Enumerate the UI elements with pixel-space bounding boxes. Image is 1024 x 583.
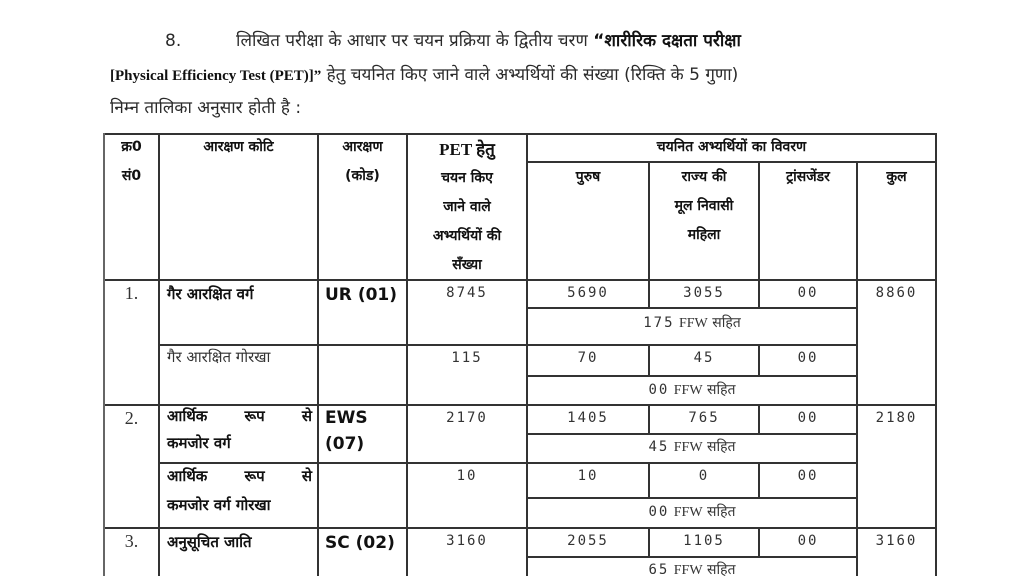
row-1a-category: गैर आरक्षित वर्ग <box>167 285 254 303</box>
paragraph-text-1: लिखित परीक्षा के आधार पर चयन प्रक्रिया के द्वितीय चरण <box>236 31 588 51</box>
row-3-code: SC (02) <box>325 533 395 553</box>
row-3a-category: अनुसूचित जाति <box>167 533 252 551</box>
header-code: आरक्षण (कोड) <box>342 139 383 184</box>
row-2b-male: 10 <box>577 468 599 484</box>
row-2-sno: 2. <box>124 408 139 428</box>
row-1b-pet: 115 <box>451 350 483 366</box>
row-3-sno: 3. <box>124 531 139 551</box>
row-2a-ffw: 45 FFW सहित <box>648 439 736 455</box>
row-3a-female: 1105 <box>683 533 725 549</box>
header-sno: क्र0 सं0 <box>121 139 142 184</box>
paragraph-text-3: निम्न तालिका अनुसार होती है : <box>110 98 302 118</box>
row-2b-transgender: 00 <box>797 468 819 484</box>
pet-selection-table <box>103 133 937 576</box>
header-female: राज्य की मूल निवासी महिला <box>674 169 734 243</box>
row-2b-category: आर्थिक रूप से कमजोर वर्ग गोरखा <box>167 467 312 514</box>
row-1b-transgender: 00 <box>797 350 819 366</box>
row-1b-category: गैर आरक्षित गोरखा <box>167 348 271 366</box>
row-2b-pet: 10 <box>456 468 478 484</box>
row-3a-ffw: 65 FFW सहित <box>648 562 736 578</box>
row-1a-female: 3055 <box>683 285 725 301</box>
header-category: आरक्षण कोटि <box>203 139 274 155</box>
row-1-total: 8860 <box>875 285 918 301</box>
row-1b-male: 70 <box>577 350 599 366</box>
row-1a-pet: 8745 <box>446 285 488 301</box>
row-2-code: EWS (07) <box>325 408 368 454</box>
row-2b-female: 0 <box>698 468 710 484</box>
row-1-sno: 1. <box>124 283 139 303</box>
paragraph-text-2: हेतु चयनित किए जाने वाले अभ्यर्थियों की संख्या (रिक्ति के 5 गुणा) <box>326 65 739 85</box>
row-3-total: 3160 <box>875 533 918 549</box>
row-1a-ffw: 175 FFW सहित <box>643 315 741 331</box>
paragraph-line-2 <box>110 62 738 85</box>
paragraph-line-1 <box>165 28 741 51</box>
row-1-code: UR (01) <box>325 285 398 305</box>
header-total: कुल <box>886 169 907 185</box>
paragraph-number: 8. <box>165 31 182 51</box>
row-2a-pet: 2170 <box>446 410 488 426</box>
row-3a-male: 2055 <box>567 533 609 549</box>
header-transgender: ट्रांसजेंडर <box>786 169 830 185</box>
row-1b-ffw: 00 FFW सहित <box>648 382 736 398</box>
header-male: पुरुष <box>575 169 601 185</box>
row-2-total: 2180 <box>875 410 918 426</box>
row-1a-male: 5690 <box>567 285 609 301</box>
pet-english-term: [Physical Efficiency Test (PET)]” <box>110 68 322 84</box>
row-1b-female: 45 <box>693 350 715 366</box>
row-3a-pet: 3160 <box>446 533 488 549</box>
header-pet-count: PET हेतु चयन किए जाने वाले अभ्यर्थियों की सँख्या <box>432 140 502 273</box>
paragraph-line-3 <box>110 95 301 118</box>
row-2a-category: आर्थिक रूप से कमजोर वर्ग <box>167 407 312 452</box>
paragraph-bold-term: “शारीरिक दक्षता परीक्षा <box>593 31 741 51</box>
row-2a-transgender: 00 <box>797 410 819 426</box>
row-2a-male: 1405 <box>567 410 609 426</box>
header-selected-details: चयनित अभ्यर्थियों का विवरण <box>656 139 807 155</box>
row-2a-female: 765 <box>688 410 720 426</box>
row-1a-transgender: 00 <box>797 285 819 301</box>
row-2b-ffw: 00 FFW सहित <box>648 504 736 520</box>
row-3a-transgender: 00 <box>797 533 819 549</box>
